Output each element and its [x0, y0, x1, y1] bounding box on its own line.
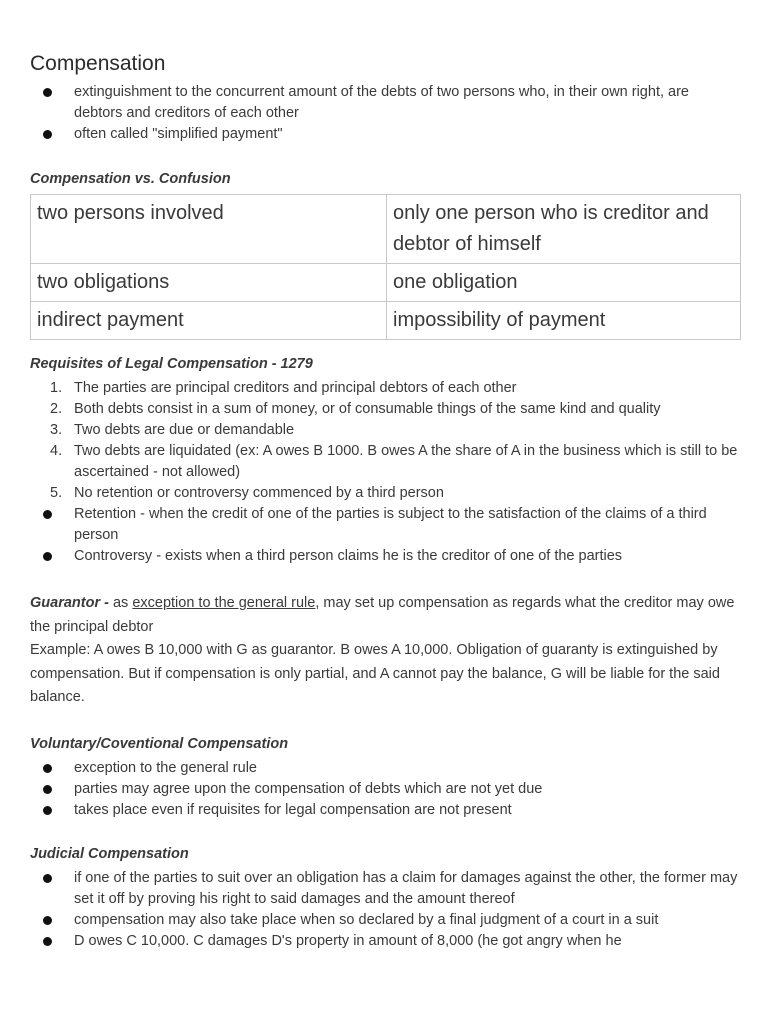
- list-item: takes place even if requisites for legal compensation are not present: [0, 800, 768, 821]
- list-item: Retention - when the credit of one of the parties is subject to the satisfaction of the claims of a third person: [0, 504, 768, 546]
- list-number: 4.: [50, 443, 63, 459]
- list-item: exception to the general rule: [0, 758, 768, 779]
- table-row: [31, 302, 741, 340]
- list-item-text: Two debts are liquidated (ex: A owes B 1000. B owes A the share of A in the business which is still to be ascertained - not allowed): [74, 443, 738, 480]
- guarantor-text: , may set up compensation as regards what the creditor may owe the principal debtor: [30, 595, 735, 635]
- list-item: [0, 378, 768, 399]
- guarantor-underlined-text: exception to the general rule: [132, 595, 316, 611]
- table-row: [31, 264, 741, 302]
- list-item: [0, 420, 768, 441]
- guarantor-text: as: [108, 595, 133, 611]
- table-row: [31, 195, 741, 264]
- intro-bullet-list: [0, 82, 768, 145]
- list-item: Controversy - exists when a third person claims he is the creditor of one of the parties: [0, 546, 768, 567]
- list-item: parties may agree upon the compensation of debts which are not yet due: [0, 779, 768, 800]
- list-item-text: Two debts are due or demandable: [74, 422, 295, 438]
- list-item: D owes C 10,000. C damages D's property in amount of 8,000 (he got angry when he: [0, 931, 768, 952]
- guarantor-paragraph: [30, 592, 742, 639]
- page-title: Compensation: [30, 52, 166, 75]
- guarantor-label: Guarantor -: [30, 595, 109, 611]
- table-cell: only one person who is creditor and debtor of himself: [387, 195, 741, 264]
- list-item: extinguishment to the concurrent amount of the debts of two persons who, in their own right, are debtors and creditors of each other: [0, 82, 768, 124]
- list-item: [0, 399, 768, 420]
- judicial-heading: Judicial Compensation: [30, 846, 189, 862]
- judicial-bullet-list: [0, 868, 768, 952]
- list-item: [0, 483, 768, 504]
- list-item: if one of the parties to suit over an obligation has a claim for damages against the other, the former may set it off by proving his right to said damages and the amount thereof: [0, 868, 768, 910]
- list-number: 3.: [50, 422, 63, 438]
- list-item: compensation may also take place when so declared by a final judgment of a court in a suit: [0, 910, 768, 931]
- list-item-text: No retention or controversy commenced by a third person: [74, 485, 444, 501]
- voluntary-bullet-list: [0, 758, 768, 821]
- list-item-text: Both debts consist in a sum of money, or of consumable things of the same kind and quality: [74, 401, 661, 417]
- comparison-table: [30, 194, 741, 340]
- table-cell: indirect payment: [31, 302, 387, 340]
- list-number: 5.: [50, 485, 63, 501]
- list-number: 2.: [50, 401, 63, 417]
- table-cell: two obligations: [31, 264, 387, 302]
- requisites-bullet-list: [0, 504, 768, 567]
- requisites-list: [0, 378, 768, 504]
- voluntary-heading: Voluntary/Coventional Compensation: [30, 736, 289, 752]
- list-item: [0, 441, 768, 483]
- guarantor-example: Example: A owes B 10,000 with G as guarantor. B owes A 10,000. Obligation of guaranty is extinguished by compensation. But if compensation is only partial, and A cannot pay the balance, G will be liable for the said balance.: [30, 642, 720, 705]
- table-cell: one obligation: [387, 264, 741, 302]
- comparison-heading: Compensation vs. Confusion: [30, 171, 231, 187]
- table-cell: two persons involved: [31, 195, 387, 264]
- list-item-text: The parties are principal creditors and principal debtors of each other: [74, 380, 517, 396]
- table-cell: impossibility of payment: [387, 302, 741, 340]
- list-number: 1.: [50, 380, 63, 396]
- requisites-heading: Requisites of Legal Compensation - 1279: [30, 356, 313, 372]
- list-item: often called "simplified payment": [0, 124, 768, 145]
